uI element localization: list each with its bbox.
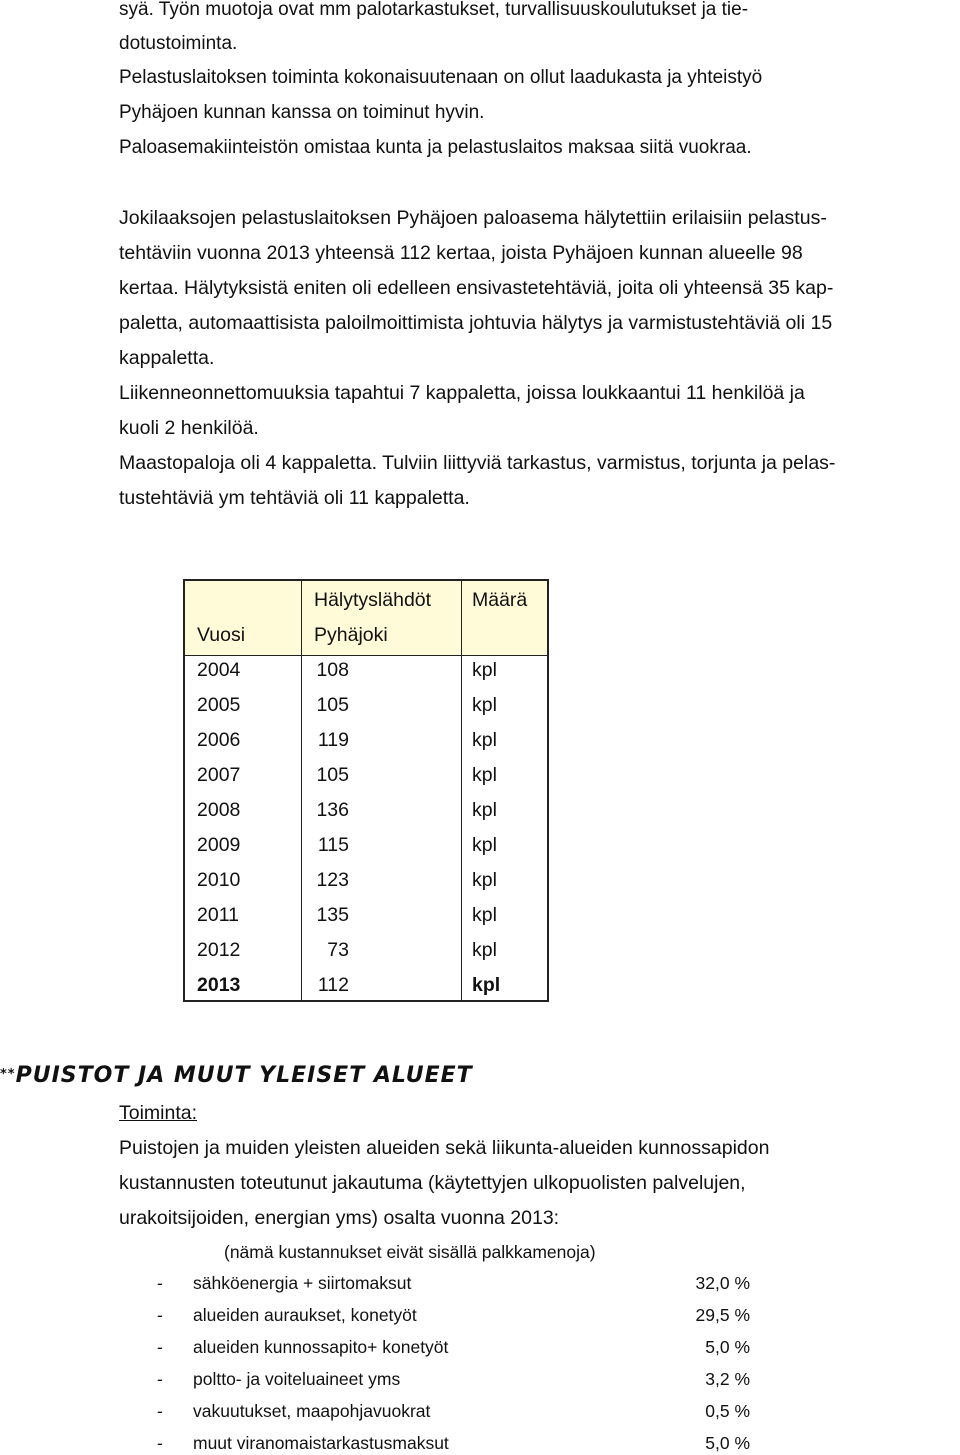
text-line: Jokilaaksojen pelastuslaitoksen Pyhäjoen paloasema hälytettiin erilaisiin pelastus- <box>119 207 827 229</box>
text-line: kustannusten toteutunut jakautuma (käytettyjen ulkopuolisten palvelujen, <box>119 1172 746 1194</box>
cell-count: 105 <box>316 694 349 716</box>
text-line: urakoitsijoiden, energian yms) osalta vuonna 2013: <box>119 1207 560 1229</box>
text-line: tehtäviin vuonna 2013 yhteensä 112 kertaa, joista Pyhäjoen kunnan alueelle 98 <box>119 242 803 264</box>
text-line: tustehtäviä ym tehtäviä oli 11 kappaletta. <box>119 487 470 509</box>
section-heading <box>0 1063 473 1088</box>
cell-year: 2013 <box>197 974 241 996</box>
text-line: Pyhäjoen kunnan kanssa on toiminut hyvin. <box>119 102 485 123</box>
cost-value: 3,2 % <box>705 1369 750 1389</box>
cell-count: 73 <box>327 939 349 961</box>
cost-label: sähköenergia + siirtomaksut <box>193 1273 412 1293</box>
text-line: Liikenneonnettomuuksia tapahtui 7 kappaletta, joissa loukkaantui 11 henkilöä ja <box>119 382 805 404</box>
cell-unit: kpl <box>472 974 501 996</box>
cell-unit: kpl <box>472 694 497 716</box>
cost-dash: - <box>157 1273 163 1293</box>
cell-year: 2006 <box>197 729 241 751</box>
cost-label: alueiden kunnossapito+ konetyöt <box>193 1337 449 1357</box>
cost-value: 0,5 % <box>705 1401 750 1421</box>
cell-year: 2008 <box>197 799 241 821</box>
cell-unit: kpl <box>472 904 497 926</box>
cost-value: 29,5 % <box>695 1305 750 1325</box>
asterisk-marker: ** <box>0 1067 16 1082</box>
cell-count: 105 <box>316 764 349 786</box>
alarm-table <box>183 579 549 1002</box>
cell-unit: kpl <box>472 939 497 961</box>
text-line: kertaa. Hälytyksistä eniten oli edelleen ensivastetehtäviä, joita oli yhteensä 35 kap- <box>119 277 834 299</box>
text-line: paletta, automaattisista paloilmoittimista johtuvia hälytys ja varmistustehtäviä oli 15 <box>119 312 833 334</box>
text-line: kuoli 2 henkilöä. <box>119 417 259 439</box>
cost-dash: - <box>157 1305 163 1325</box>
column-divider <box>461 581 462 1000</box>
text-line: Paloasemakiinteistön omistaa kunta ja pelastuslaitos maksaa siitä vuokraa. <box>119 137 752 158</box>
cell-count: 119 <box>317 729 349 751</box>
header-alarms-label: Hälytyslähdöt <box>314 589 432 611</box>
cell-year: 2009 <box>197 834 241 856</box>
cost-dash: - <box>157 1401 163 1421</box>
cell-year: 2010 <box>197 869 241 891</box>
section-title: PUISTOT JA MUUT YLEISET ALUEET <box>15 1063 473 1088</box>
cost-label: vakuutukset, maapohjavuokrat <box>193 1401 431 1421</box>
cell-unit: kpl <box>472 764 497 786</box>
cost-dash: - <box>157 1337 163 1357</box>
header-location-label: Pyhäjoki <box>314 624 388 646</box>
cell-year: 2004 <box>197 659 241 681</box>
cell-unit: kpl <box>472 834 497 856</box>
cell-unit: kpl <box>472 799 497 821</box>
cell-unit: kpl <box>472 729 497 751</box>
cell-count: 136 <box>316 799 349 821</box>
cost-dash: - <box>157 1369 163 1389</box>
text-line: kappaletta. <box>119 347 215 369</box>
text-line: Puistojen ja muiden yleisten alueiden sekä liikunta-alueiden kunnossapidon <box>119 1137 770 1159</box>
cell-count: 123 <box>316 869 349 891</box>
text-line: dotustoiminta. <box>119 33 238 54</box>
section-subheading: Toiminta: <box>119 1102 198 1124</box>
column-divider <box>301 581 302 1000</box>
cost-note: (nämä kustannukset eivät sisällä palkkamenoja) <box>224 1242 596 1262</box>
header-amount-label: Määrä <box>472 589 528 611</box>
cell-count: 115 <box>317 834 349 856</box>
cell-year: 2007 <box>197 764 241 786</box>
cost-label: alueiden auraukset, konetyöt <box>193 1305 417 1325</box>
cost-value: 5,0 % <box>705 1433 750 1453</box>
cell-count: 135 <box>316 904 349 926</box>
cost-dash: - <box>157 1433 163 1453</box>
cell-year: 2011 <box>197 904 239 926</box>
header-year-label: Vuosi <box>197 624 246 646</box>
cell-count: 108 <box>316 659 349 681</box>
cell-unit: kpl <box>472 869 497 891</box>
cell-unit: kpl <box>472 659 497 681</box>
cell-year: 2005 <box>197 694 241 716</box>
cost-label: poltto- ja voiteluaineet yms <box>193 1369 401 1389</box>
cost-label: muut viranomaistarkastusmaksut <box>193 1433 449 1453</box>
cell-year: 2012 <box>197 939 241 961</box>
text-line: Pelastuslaitoksen toiminta kokonaisuutenaan on ollut laadukasta ja yhteistyö <box>119 67 763 88</box>
cost-value: 5,0 % <box>705 1337 750 1357</box>
text-line: syä. Työn muotoja ovat mm palotarkastukset, turvallisuuskoulutukset ja tie- <box>119 0 749 20</box>
cell-count: 112 <box>317 974 349 996</box>
text-line: Maastopaloja oli 4 kappaletta. Tulviin liittyviä tarkastus, varmistus, torjunta ja pelas- <box>119 452 836 474</box>
cost-value: 32,0 % <box>695 1273 750 1293</box>
